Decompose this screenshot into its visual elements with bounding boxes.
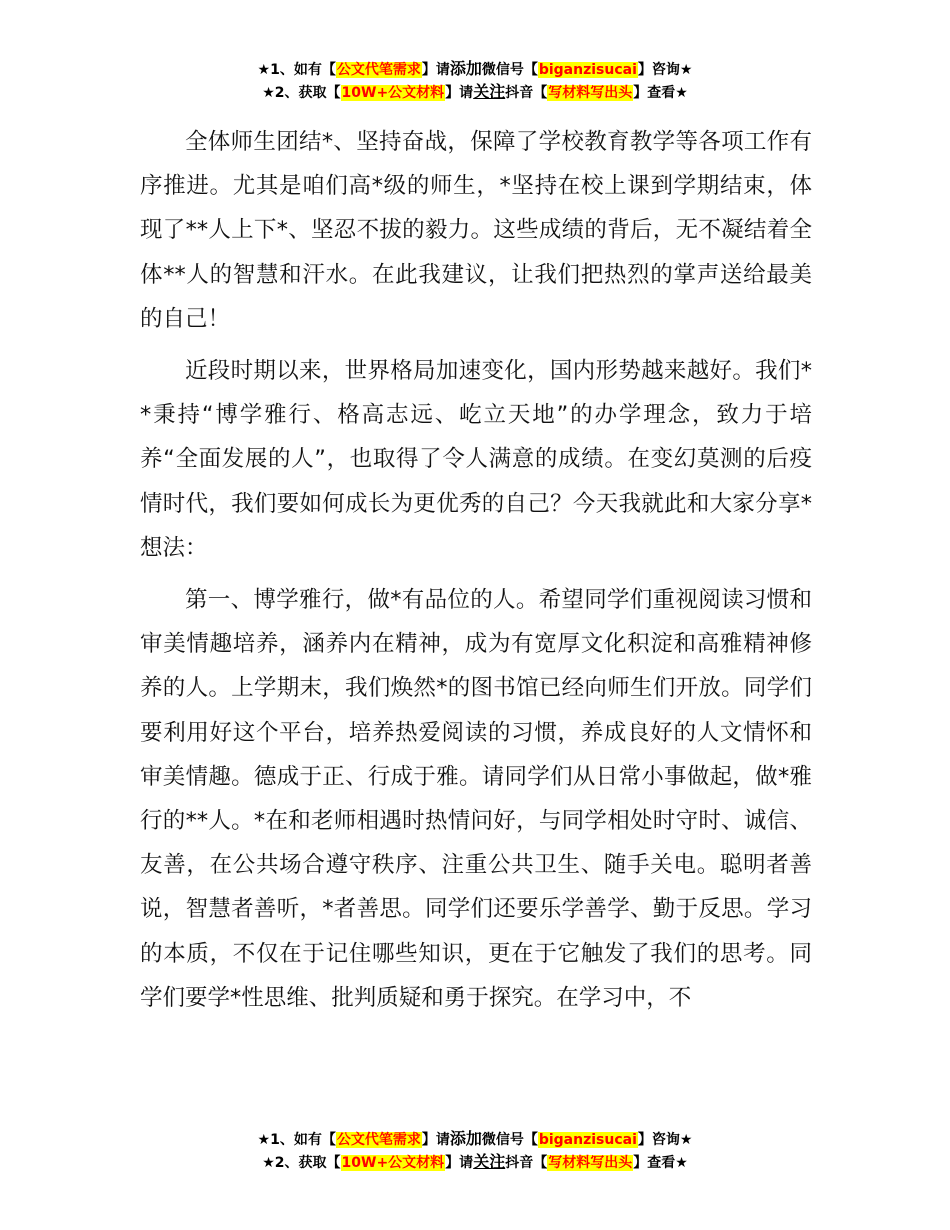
footer-promo-line-2: [0, 1151, 950, 1174]
footer-line-1-suffix: 】咨询★: [637, 1132, 693, 1148]
promo-line-2-mid2: 抖音【: [505, 85, 548, 101]
promo-line-1-mid2: 微信号【: [481, 62, 538, 78]
footer-line-1-highlight-wechat-id: biganzisucai: [538, 1132, 637, 1148]
promo-line-2-highlight-douyin: 写材料写出头: [548, 85, 633, 101]
promo-line-1-highlight-wechat-id: biganzisucai: [538, 62, 637, 78]
promo-line-2-mid: 】请: [445, 85, 474, 101]
body-paragraph-3: 第一、博学雅行，做*有品位的人。希望同学们重视阅读习惯和审美情趣培养，涵养内在精神，成为有宽厚文化积淀和高雅精神修养的人。上学期末，我们焕然*的图书馆已经向师生们开放。同学们要利用好这个平台，培养热爱阅读的习惯，养成良好的人文情怀和审美情趣。德成于正、行成于雅。请同学们从日常小事做起，做*雅行的**人。*在和老师相遇时热情问好，与同学相处时守时、诚信、友善，在公共场合遵守秩序、注重公共卫生、随手关电。聪明者善说，智慧者善听，*者善思。同学们还要乐学善学、勤于反思。学习的本质，不仅在于记住哪些知识，更在于它触发了我们的思考。同学们要学*性思维、批判质疑和勇于探究。在学习中，不: [140, 587, 812, 1011]
footer-line-2-prefix: ★2、获取【: [262, 1155, 341, 1171]
promo-line-2-prefix: ★2、获取【: [262, 85, 341, 101]
footer-line-2-mid: 】请: [445, 1155, 474, 1171]
header-promo-banner: [0, 58, 950, 104]
footer-promo-line-1: [0, 1128, 950, 1151]
footer-line-2-suffix: 】查看★: [633, 1155, 688, 1171]
footer-line-2-emphasis: 关注: [473, 1152, 506, 1171]
promo-line-1-suffix: 】咨询★: [637, 62, 693, 78]
footer-line-1-mid: 】请: [421, 1132, 450, 1148]
footer-promo-banner: [0, 1128, 950, 1174]
promo-line-1-prefix: ★1、如有【: [257, 62, 336, 78]
document-body: [140, 120, 812, 1020]
promo-line-2: [0, 81, 950, 104]
promo-line-2-highlight-materials: 10W+公文材料: [341, 85, 445, 101]
footer-line-1-prefix: ★1、如有【: [257, 1132, 336, 1148]
promo-line-1-highlight-service: 公文代笔需求: [336, 62, 421, 78]
promo-line-2-suffix: 】查看★: [633, 85, 688, 101]
footer-line-2-highlight-douyin: 写材料写出头: [548, 1155, 633, 1171]
footer-line-2-mid2: 抖音【: [505, 1155, 548, 1171]
promo-line-2-emphasis: 关注: [473, 82, 506, 101]
promo-line-1-emphasis: 添加: [449, 59, 482, 78]
body-paragraph-2: 近段时期以来，世界格局加速变化，国内形势越来越好。我们**秉持“博学雅行、格高志远、屹立天地”的办学理念，致力于培养“全面发展的人”，也取得了令人满意的成绩。在变幻莫测的后疫情时代，我们要如何成长为更优秀的自己？今天我就此和大家分享*想法：: [140, 358, 812, 561]
footer-line-1-highlight-service: 公文代笔需求: [336, 1132, 421, 1148]
body-paragraph-1: 全体师生团结*、坚持奋战，保障了学校教育教学等各项工作有序推进。尤其是咱们高*级的师生，*坚持在校上课到学期结束，体现了**人上下*、坚忍不拔的毅力。这些成绩的背后，无不凝结着全体**人的智慧和汗水。在此我建议，让我们把热烈的掌声送给最美的自己！: [140, 129, 812, 332]
promo-line-1-mid: 】请: [421, 62, 450, 78]
footer-line-2-highlight-materials: 10W+公文材料: [341, 1155, 445, 1171]
promo-line-1: [0, 58, 950, 81]
footer-line-1-emphasis: 添加: [449, 1129, 482, 1148]
footer-line-1-mid2: 微信号【: [481, 1132, 538, 1148]
